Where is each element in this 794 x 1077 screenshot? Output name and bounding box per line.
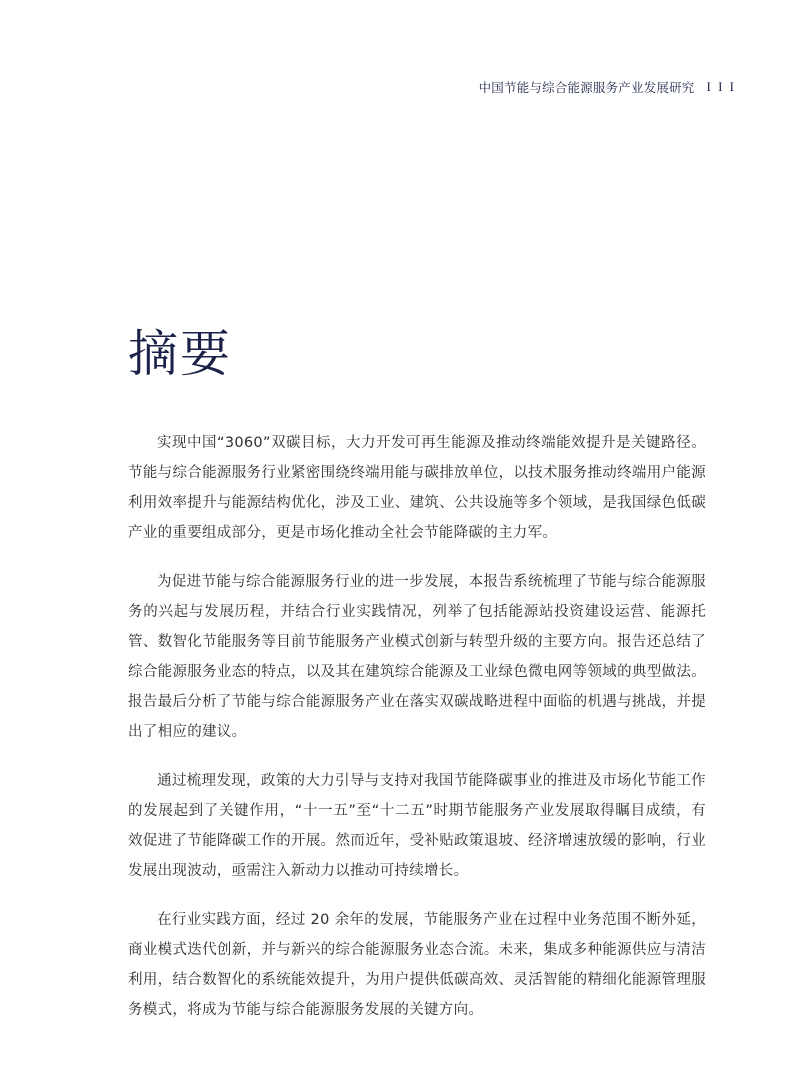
running-header: [479, 78, 736, 96]
page-title: 摘要: [128, 325, 232, 383]
paragraph: 实现中国“3060”双碳目标，大力开发可再生能源及推动终端能效提升是关键路径。节能与综合能源服务行业紧密围绕终端用能与碳排放单位，以技术服务推动终端用户能源利用效率提升与能源结构优化，涉及工业、建筑、公共设施等多个领域，是我国绿色低碳产业的重要组成部分，更是市场化推动全社会节能降碳的主力军。: [128, 435, 706, 541]
paragraph: 在行业实践方面，经过 20 余年的发展，节能服务产业在过程中业务范围不断外延，商业模式迭代创新，并与新兴的综合能源服务业态合流。未来，集成多种能源供应与清洁利用，结合数智化的系统能效提升，为用户提供低碳高效、灵活智能的精细化能源管理服务模式，将成为节能与综合能源服务发展的关键方向。: [128, 912, 706, 1018]
page-number: I I I: [706, 79, 736, 94]
running-title: 中国节能与综合能源服务产业发展研究: [478, 80, 695, 95]
paragraph: 为促进节能与综合能源服务行业的进一步发展，本报告系统梳理了节能与综合能源服务的兴起与发展历程，并结合行业实践情况，列举了包括能源站投资建设运营、能源托管、数智化节能服务等目前节能服务产业模式创新与转型升级的主要方向。报告还总结了综合能源服务业态的特点，以及其在建筑综合能源及工业绿色微电网等领域的典型做法。报告最后分析了节能与综合能源服务产业在落实双碳战略进程中面临的机遇与挑战，并提出了相应的建议。: [128, 574, 706, 740]
abstract-body: [128, 428, 706, 1044]
paragraph: 通过梳理发现，政策的大力引导与支持对我国节能降碳事业的推进及市场化节能工作的发展起到了关键作用，“十一五”至“十二五”时期节能服务产业发展取得瞩目成绩，有效促进了节能降碳工作的开展。然而近年，受补贴政策退坡、经济增速放缓的影响，行业发展出现波动，亟需注入新动力以推动可持续增长。: [128, 773, 706, 879]
